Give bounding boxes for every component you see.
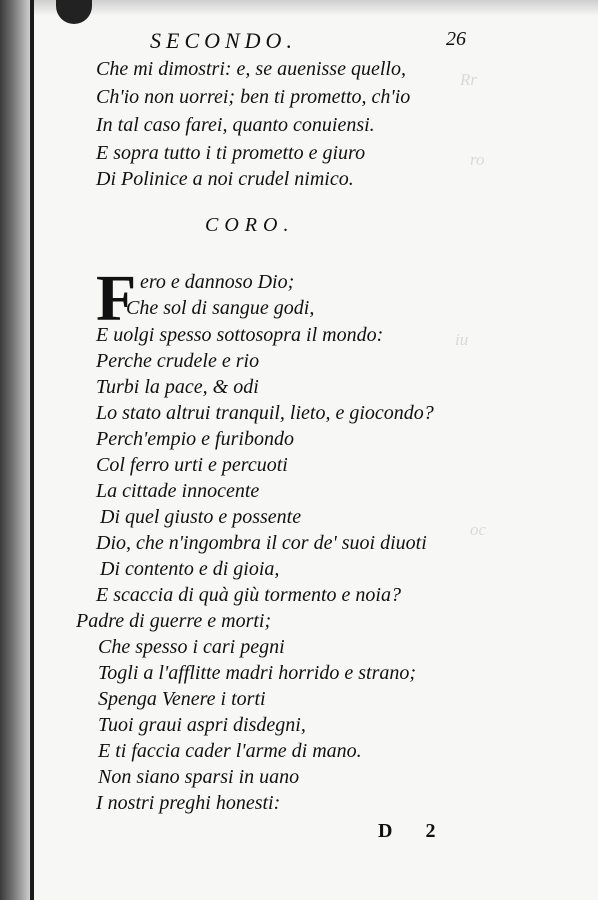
verse-line: Perche crudele e rio bbox=[96, 350, 260, 372]
verse-line: E uolgi spesso sottosopra il mondo: bbox=[96, 324, 384, 346]
verse-line: E ti faccia cader l'arme di mano. bbox=[98, 740, 362, 762]
verse-line: Che sol di sangue godi, bbox=[126, 297, 315, 319]
show-through: oc bbox=[470, 520, 487, 539]
signature-mark: D 2 bbox=[378, 820, 450, 842]
verse-line: Ch'io non uorrei; ben ti prometto, ch'io bbox=[96, 86, 411, 108]
verse-line: Tuoi graui aspri disdegni, bbox=[98, 714, 306, 736]
binding-gutter bbox=[0, 0, 30, 900]
verse-line: Dio, che n'ingombra il cor de' suoi diuoti bbox=[96, 532, 427, 554]
verse-line: Col ferro urti e percuoti bbox=[96, 454, 288, 476]
verse-line: Di quel giusto e possente bbox=[100, 506, 302, 528]
verse-line: Non siano sparsi in uano bbox=[98, 766, 300, 788]
verse-line: Turbi la pace, & odi bbox=[96, 376, 259, 398]
verse-line: Padre di guerre e morti; bbox=[76, 610, 272, 632]
verse-line: E sopra tutto i ti prometto e giuro bbox=[96, 142, 366, 164]
verse-line: La cittade innocente bbox=[96, 480, 260, 502]
running-head: SECONDO. bbox=[150, 28, 297, 53]
verse-line: Di Polinice a noi crudel nimico. bbox=[96, 168, 354, 190]
verse-line: Che spesso i cari pegni bbox=[98, 636, 285, 658]
show-through: Rr bbox=[460, 70, 477, 89]
verse-line: Spenga Venere i torti bbox=[98, 688, 266, 710]
verse-line: Togli a l'afflitte madri horrido e strano; bbox=[98, 662, 417, 684]
verse-line: I nostri preghi honesti: bbox=[96, 792, 281, 814]
drop-cap: F bbox=[96, 262, 137, 335]
show-through: iu bbox=[455, 330, 469, 349]
verse-line: In tal caso farei, quanto conuiensi. bbox=[96, 114, 375, 136]
verse-line: Lo stato altrui tranquil, lieto, e giocondo? bbox=[96, 402, 434, 424]
verse-line: Perch'empio e furibondo bbox=[96, 428, 294, 450]
top-shadow bbox=[34, 0, 598, 16]
verse-line: Di contento e di gioia, bbox=[100, 558, 280, 580]
page-number: 26 bbox=[446, 28, 466, 50]
page-tab bbox=[56, 0, 92, 24]
verse-line: ero e dannoso Dio; bbox=[140, 271, 295, 293]
show-through: ro bbox=[470, 150, 485, 169]
verse-line: E scaccia di quà giù tormento e noia? bbox=[96, 584, 401, 606]
chorus-heading: CORO. bbox=[205, 214, 295, 236]
verse-line: Che mi dimostri: e, se auenisse quello, bbox=[96, 58, 406, 80]
page-edge bbox=[30, 0, 34, 900]
